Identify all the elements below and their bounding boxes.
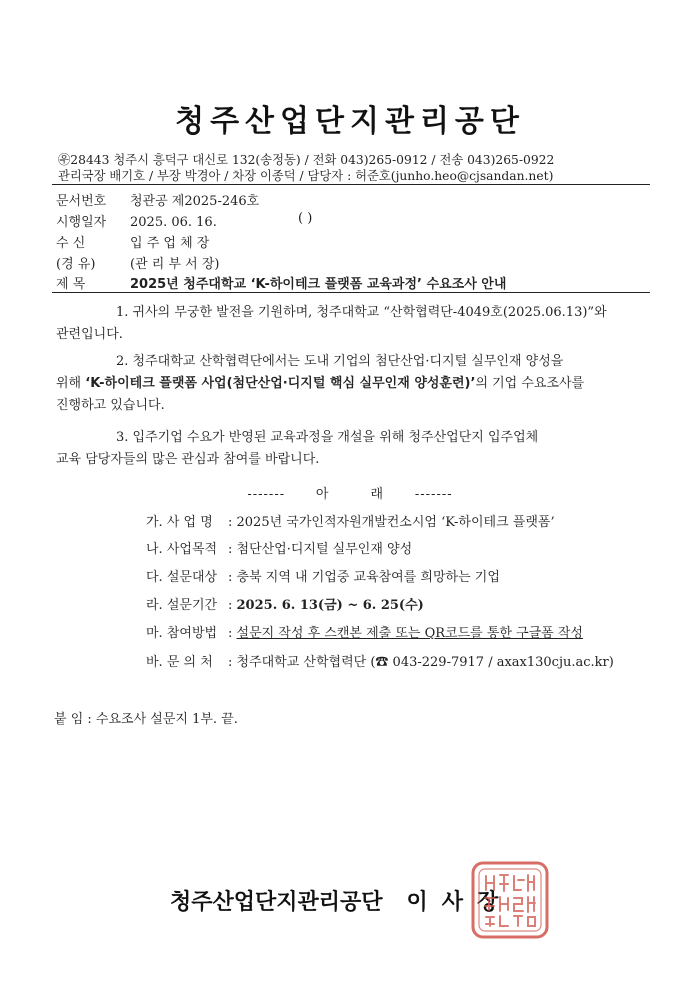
recipient-label: 수 신 — [56, 236, 86, 251]
recipient-row — [56, 232, 209, 251]
doc-number-value: 청관공 제2025-246호 — [130, 194, 260, 209]
date-label: 시행일자 — [56, 215, 107, 230]
paragraph-2-line-3: 진행하고 있습니다. — [56, 398, 165, 413]
below-separator: ------- 아 래 ------- — [247, 487, 453, 502]
via-row — [56, 253, 219, 272]
date-row — [56, 211, 217, 230]
item-project-name — [146, 511, 555, 530]
via-value: (관 리 부 서 장) — [130, 257, 220, 272]
paragraph-2-line-1: 2. 청주대학교 산학협력단에서는 도내 기업의 첨단산업·디지털 실무인재 양성을 — [116, 354, 564, 369]
paragraph-3-line-2: 교육 담당자들의 많은 관심과 참여를 바랍니다. — [56, 452, 320, 467]
item-label: 다. 설문대상 — [146, 570, 218, 585]
subject-label: 제 목 — [56, 277, 86, 292]
participation-method-underlined: 설문지 작성 후 스캔본 제출 또는 QR코드를 통한 구글폼 작성 — [236, 626, 583, 641]
subject-row — [56, 273, 506, 292]
item-value: : 2025년 국가인적자원개발컨소시엄 ‘K-하이테크 플랫폼’ — [228, 515, 555, 530]
date-value: 2025. 06. 16. — [130, 215, 217, 230]
item-label: 가. 사 업 명 — [146, 515, 213, 530]
signature-title: 이사장 — [406, 890, 513, 915]
contact-address-line: ㉾28443 청주시 흥덕구 대신로 132(송정동) / 전화 043)265-0912 / 전송 043)265-0922 — [58, 153, 555, 167]
header-divider — [52, 184, 650, 185]
paragraph-3-line-1: 3. 입주기업 수요가 반영된 교육과정을 개설을 위해 청주산업단지 입주업체 — [116, 430, 539, 445]
meta-divider — [52, 292, 650, 293]
item-value-prefix: : — [228, 626, 237, 641]
paragraph-1-line-1: 1. 귀사의 무궁한 발전을 기원하며, 청주대학교 “산학협력단-4049호(2025.06.13)”와 — [116, 305, 607, 320]
signature-org: 청주산업단지관리공단 — [170, 890, 383, 915]
official-seal-stamp — [470, 860, 550, 940]
program-name-bold: ‘K-하이테크 플랫폼 사업(첨단산업·디지털 핵심 실무인재 양성훈련)’ — [85, 376, 476, 391]
paragraph-2 — [56, 351, 636, 417]
item-value: : 첨단산업·디지털 실무인재 양성 — [228, 542, 413, 557]
paragraph-1 — [56, 302, 636, 346]
via-label: (경 유) — [56, 257, 96, 272]
signature-line — [170, 885, 512, 916]
item-participation-method — [146, 622, 583, 641]
date-paren: ( ) — [298, 211, 313, 226]
item-contact — [146, 651, 614, 670]
item-value: : 청주대학교 산학협력단 (☎ 043-229-7917 / axax130cju.ac.kr) — [228, 655, 614, 670]
item-label: 라. 설문기간 — [146, 598, 218, 613]
item-purpose — [146, 538, 412, 557]
doc-number-row — [56, 190, 259, 209]
item-label: 바. 문 의 처 — [146, 655, 213, 670]
org-title: 청주산업단지관리공단 — [175, 104, 525, 139]
paragraph-2-line-2-post: 의 기업 수요조사를 — [475, 376, 585, 391]
item-value-prefix: : — [228, 598, 237, 613]
item-label: 마. 참여방법 — [146, 626, 218, 641]
paragraph-1-line-2: 관련입니다. — [56, 327, 123, 342]
item-label: 나. 사업목적 — [146, 542, 218, 557]
doc-number-label: 문서번호 — [56, 194, 107, 209]
attachment-line: 붙 임 : 수요조사 설문지 1부. 끝. — [54, 712, 238, 727]
recipient-value: 입 주 업 체 장 — [130, 236, 210, 251]
item-value: : 충북 지역 내 기업중 교육참여를 희망하는 기업 — [228, 570, 500, 585]
paragraph-2-line-2-pre: 위해 — [56, 376, 86, 391]
item-target — [146, 566, 500, 585]
contact-staff-line: 관리국장 배기호 / 부장 박경아 / 차장 이종덕 / 담당자 : 허준호(junho.heo@cjsandan.net) — [58, 169, 554, 183]
paragraph-3 — [56, 427, 636, 471]
survey-period-bold: 2025. 6. 13(금) ~ 6. 25(수) — [236, 598, 424, 613]
subject-value: 2025년 청주대학교 ‘K-하이테크 플랫폼 교육과정’ 수요조사 안내 — [130, 277, 507, 292]
item-survey-period — [146, 594, 424, 613]
